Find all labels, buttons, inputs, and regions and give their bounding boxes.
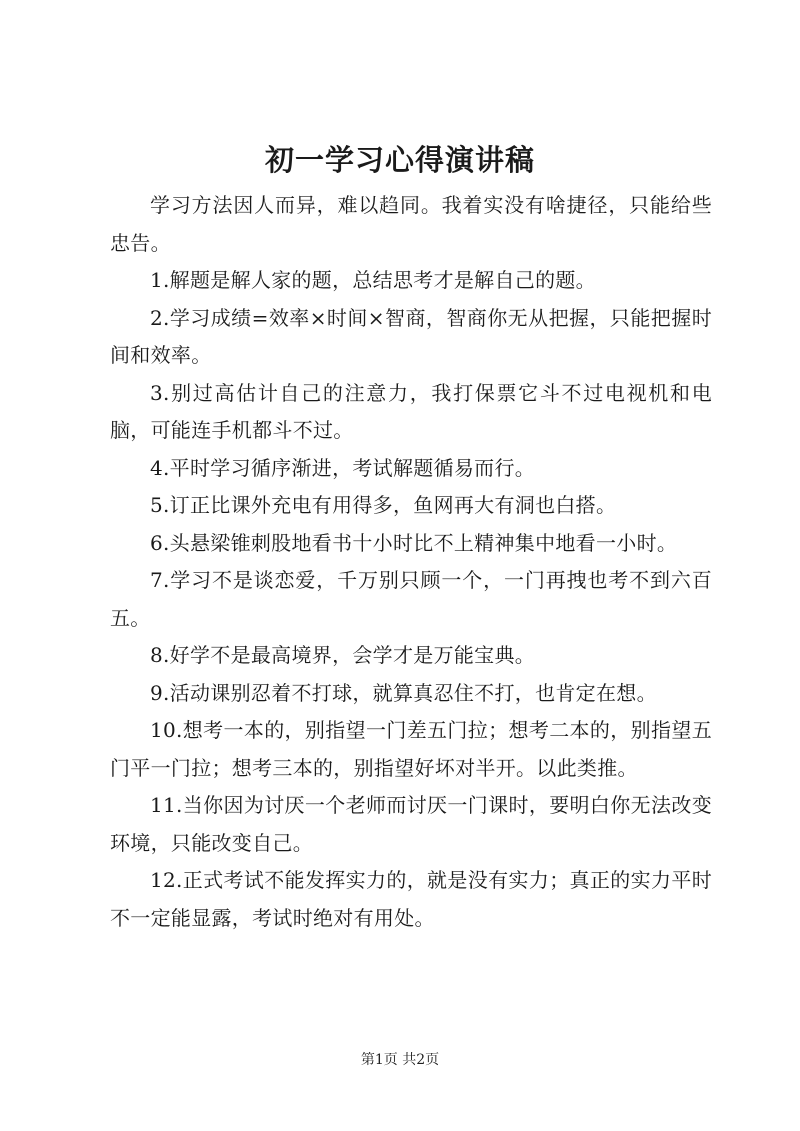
paragraph-item-10: 10.想考一本的，别指望一门差五门拉；想考二本的，别指望五门平一门拉；想考三本的，别指望好坏对半开。以此类推。: [110, 718, 712, 780]
paragraph-item-6: 6.头悬梁锥刺股地看书十小时比不上精神集中地看一小时。: [150, 530, 678, 555]
paragraph-item-1: 1.解题是解人家的题，总结思考才是解自己的题。: [150, 268, 596, 292]
paragraph-item-9: 9.活动课别忍着不打球，就算真忍住不打，也肯定在想。: [150, 680, 657, 705]
document-body: [110, 187, 712, 937]
paragraph-item-8: 8.好学不是最高境界，会学才是万能宝典。: [150, 643, 536, 667]
page-footer: 第1页 共2页: [360, 1052, 440, 1068]
paragraph-intro: 学习方法因人而异，难以趋同。我着实没有啥捷径，只能给些忠告。: [110, 193, 712, 255]
paragraph-item-3: 3.别过高估计自己的注意力，我打保票它斗不过电视机和电脑，可能连手机都斗不过。: [110, 380, 712, 442]
paragraph-item-12: 12.正式考试不能发挥实力的，就是没有实力；真正的实力平时不一定能显露，考试时绝对有用处。: [110, 868, 712, 930]
paragraph-item-5: 5.订正比课外充电有用得多，鱼网再大有洞也白搭。: [150, 493, 617, 517]
paragraph-item-4: 4.平时学习循序渐进，考试解题循易而行。: [150, 455, 536, 480]
paragraph-item-11: 11.当你因为讨厌一个老师而讨厌一门课时，要明白你无法改变环境，只能改变自己。: [110, 793, 712, 855]
paragraph-item-7: 7.学习不是谈恋爱，千万别只顾一个，一门再拽也考不到六百五。: [110, 568, 712, 630]
document-title: 初一学习心得演讲稿: [264, 143, 535, 177]
paragraph-item-2: 2.学习成绩=效率×时间×智商，智商你无从把握，只能把握时间和效率。: [110, 305, 712, 367]
